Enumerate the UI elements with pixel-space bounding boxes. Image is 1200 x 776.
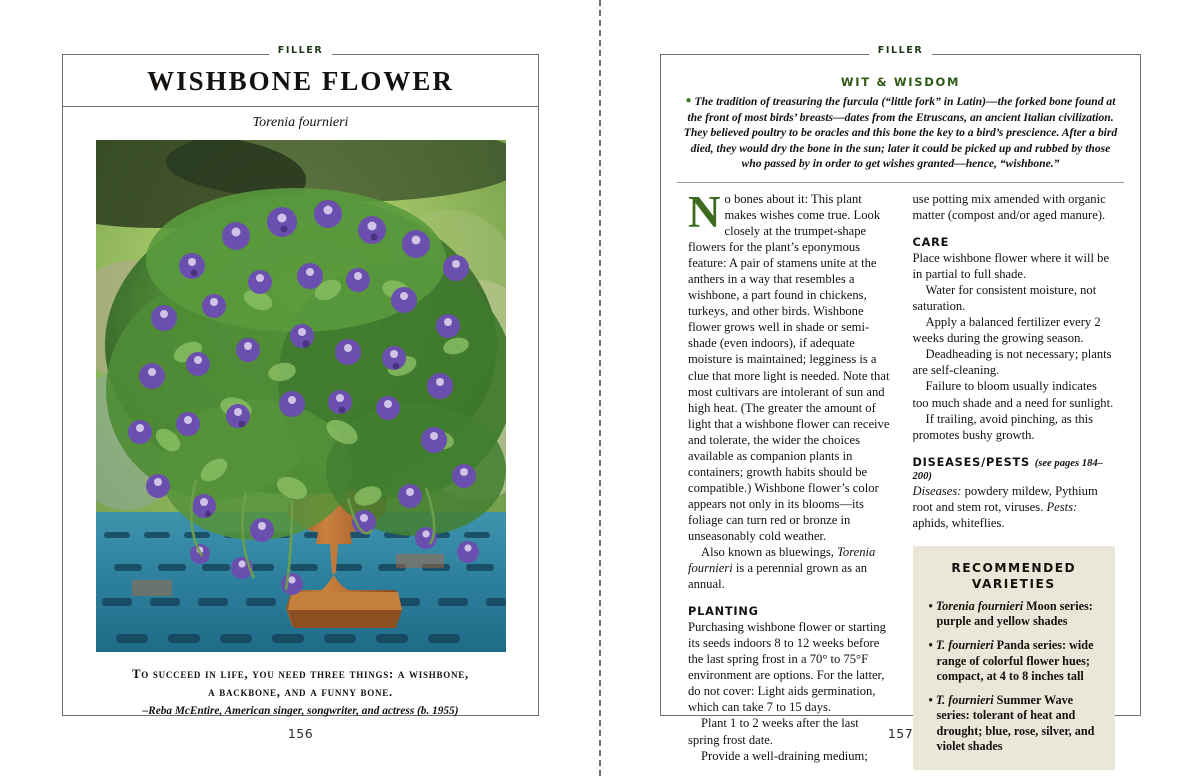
care-paragraph-5: Failure to bloom usually indicates too much shade and a need for sunlight. (912, 379, 1114, 410)
wishbone-flower-photo (96, 140, 506, 652)
diseases-pests-heading (913, 456, 1116, 482)
page-number-left: 156 (287, 726, 314, 741)
diseases-label: Diseases: (912, 483, 962, 498)
planting-heading: PLANTING (688, 605, 759, 619)
latin-name: Torenia fournieri (252, 115, 349, 130)
page-title: WISHBONE FLOWER (147, 66, 454, 96)
variety-bullet-icon: • (928, 693, 936, 708)
care-paragraph-6: If trailing, avoid pinching, as this promotes bushy growth. (912, 411, 1094, 442)
variety-bullet-icon: • (928, 598, 936, 613)
pests-text: aphids, whiteflies. (912, 515, 1005, 530)
filler-label-left: FILLER (269, 46, 333, 56)
pests-label: Pests: (1046, 499, 1078, 514)
recommended-varieties-heading (929, 560, 1100, 592)
recommended-title-line-1: RECOMMENDED (951, 560, 1077, 575)
also-known-pre: Also known as bluewings, (701, 545, 838, 560)
diseases-text: powdery mildew, Pythium root and stem rot, viruses. (912, 483, 1098, 514)
care-heading: CARE (912, 236, 950, 250)
diseases-pests-title: DISEASES/PESTS (912, 455, 1030, 469)
drop-cap: N (688, 187, 721, 237)
quote-line-1: To succeed in life, you need three things: a wishbone, (132, 667, 469, 681)
planting-paragraph-1: Purchasing wishbone flower or starting its seeds indoors 8 to 12 weeks before the last spring frost in a 70° to 75°F environment are options. For the latter, do not cover: Light aids germination, which can take 7 to 15 days. (688, 620, 886, 715)
bullet-icon: ● (685, 95, 692, 106)
filler-label-right: FILLER (869, 46, 933, 56)
wit-and-wisdom-heading: WIT & WISDOM (840, 75, 961, 89)
left-page (62, 45, 539, 717)
wit-and-wisdom-body: The tradition of treasuring the furcula (“little fork” in Latin)—the forked bone found at the front of most birds’ breasts—dates from the Etruscans, an ancient Italian civilization. They believed poultry to be oracles and this bone the key to a bird’s prescience. After a bird died, they would dry the bone in the sun; later it could be picked up and rubbed by those who passed by in order to get wishes granted—hence, “wishbone.” (683, 95, 1118, 171)
body-column-left (688, 187, 891, 763)
page-title-band (63, 55, 538, 107)
also-known-paragraph (688, 544, 891, 592)
diseases-pests-note: (see pages 184–200) (912, 457, 1103, 482)
variety-description: Panda series: wide range of colorful flower hues; compact, at 4 to 8 inches tall (936, 638, 1094, 683)
diseases-pests-paragraph (913, 483, 1116, 531)
variety-bullet-icon: • (928, 638, 936, 653)
variety-latin-name: Torenia fournieri (935, 598, 1024, 613)
body-column-right (912, 191, 1116, 753)
recommended-variety-item (929, 638, 1100, 684)
care-paragraph-2: Water for consistent moisture, not saturation. (912, 283, 1097, 314)
continuation-paragraph: use potting mix amended with organic matter (compost and/or aged manure). (912, 192, 1106, 223)
pull-quote (89, 666, 512, 717)
variety-description: Summer Wave series: tolerant of heat and drought; blue, rose, silver, and violet shades (936, 693, 1095, 753)
also-known-post: is a perennial grown as an annual. (688, 561, 868, 592)
intro-paragraph (688, 187, 891, 544)
variety-latin-name: T. fournieri (935, 693, 994, 708)
wit-and-wisdom-box (677, 73, 1124, 183)
also-known-latin: Torenia fournieri (688, 545, 876, 576)
quote-attribution: –Reba McEntire, American singer, songwriter, and actress (b. 1955) (142, 704, 459, 717)
planting-paragraph-3: Provide a well-draining medium; (701, 748, 868, 763)
page-number-right: 157 (887, 726, 914, 741)
quote-line-2: a backbone, and a funny bone. (208, 684, 393, 699)
wit-and-wisdom-text (683, 94, 1118, 172)
care-paragraph-4: Deadheading is not necessary; plants are self-cleaning. (912, 347, 1112, 378)
planting-paragraph-2: Plant 1 to 2 weeks after the last spring frost date. (688, 716, 859, 747)
center-gutter-divider (599, 0, 601, 776)
care-paragraph-1: Place wishbone flower where it will be in partial to full shade. (912, 251, 1110, 282)
care-paragraph-3: Apply a balanced fertilizer every 2 weeks during the growing season. (912, 315, 1101, 346)
recommended-variety-item (929, 599, 1100, 630)
variety-description: Moon series: purple and yellow shades (936, 598, 1093, 629)
recommended-variety-item (929, 693, 1100, 754)
intro-paragraph-text: o bones about it: This plant makes wishes come true. Look closely at the trumpet-shape flowers for the plant’s eponymous feature: A pair of stamens unite at the anthers in a way that resembles a wishbone, a part found in chickens, turkeys, and other birds. Wishbone flower grows well in shade or semi-shade (even indoors), if adequate moisture is maintained; legginess is a clue that more light is needed. Note that most cultivars are intolerant of sun and high heat. (The greater the amount of light that a wishbone flower can receive and tolerate, the wider the choices available as companion plants in containers; growth habits should be compatible.) Wishbone flower’s color appears not only in its blooms—its foliage can turn red or bronze in unseasonably cold weather. (688, 192, 890, 543)
recommended-title-line-2: VARIETIES (971, 576, 1056, 591)
variety-latin-name: T. fournieri (935, 638, 994, 653)
